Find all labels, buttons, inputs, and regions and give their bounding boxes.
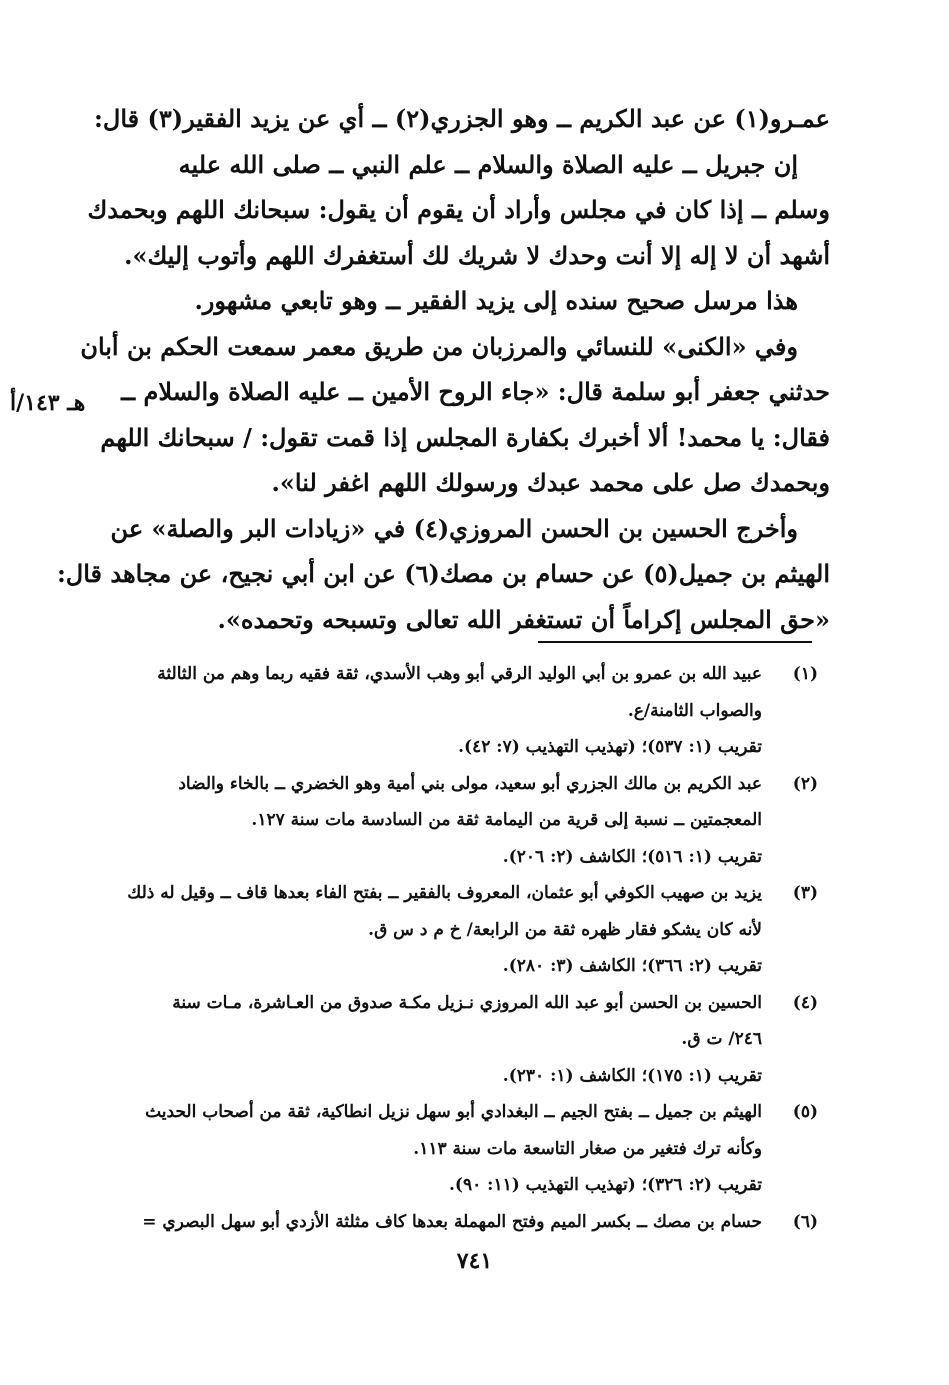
text-line: وسلم ــ إذا كان في مجلس وأراد أن يقوم أن يقول: سبحانك اللهم وبحمدك <box>87 195 830 224</box>
footnote <box>118 1094 818 1204</box>
footnote-reference <box>118 839 762 876</box>
footnote-reference <box>118 729 762 766</box>
footnotes-block <box>118 656 818 1240</box>
footnote-divider <box>538 641 812 643</box>
footnote-number: (٢) <box>792 773 818 794</box>
text-line: «حق المجلس إكراماً أن تستغفر الله تعالى وتسبحه وتحمده». <box>217 604 830 634</box>
footnote <box>118 656 818 766</box>
page-number: ٧٤١ <box>456 1248 493 1274</box>
footnote-line: عبد الكريم بن مالك الجزري أبو سعيد، مولى بني أمية وهو الخضري ــ بالخاء والضاد <box>178 773 762 794</box>
footnote-line: حسام بن مصك ــ بكسر الميم وفتح المهملة بعدها كاف مثلثة الأزدي أبو سهل البصري = <box>142 1211 762 1232</box>
footnote-line: ٢٤٦/ ت ق. <box>681 1029 762 1049</box>
footnote-line: وكأنه ترك فتغير من صغار التاسعة مات سنة ١١٣. <box>413 1138 762 1159</box>
footnote-reference-text: تقريب (١: ١٧٥)؛ الكاشف (١: ٢٣٠). <box>502 1065 762 1086</box>
text-line: هذا مرسل صحيح سنده إلى يزيد الفقير ــ وهو تابعي مشهور. <box>194 286 798 315</box>
footnote <box>118 985 818 1095</box>
footnote <box>118 1204 818 1241</box>
footnote-line: والصواب الثامنة/ع. <box>627 700 762 721</box>
manuscript-margin-note: هـ ١٤٣/أ <box>10 390 86 416</box>
footnote-reference <box>118 948 762 985</box>
footnote-number: (١) <box>792 664 818 684</box>
footnote-number: (٤) <box>792 992 818 1013</box>
footnote <box>118 766 818 876</box>
footnote-line: الحسين بن الحسن أبو عبد الله المروزي نـزيل مكـة صدوق من العـاشرة، مـات سنة <box>172 992 762 1013</box>
footnote-line: يزيد بن صهيب الكوفي أبو عثمان، المعروف بالفقير ــ بفتح الفاء بعدها قاف ــ وقيل له ذلك <box>127 883 762 903</box>
text-line: فقال: يا محمد! ألا أخبرك بكفارة المجلس إذا قمت تقول: / سبحانك اللهم <box>100 422 830 452</box>
footnote-reference-text: تقريب (٢: ٣٦٦)؛ الكاشف (٣: ٢٨٠). <box>502 956 762 976</box>
footnote-line: الهيثم بن جميل ــ بفتح الجيم ــ البغدادي أبو سهل نزيل انطاكية، ثقة من أصحاب الحديث <box>145 1102 762 1122</box>
text-line: وبحمدك صل على محمد عبدك ورسولك اللهم اغفر لنا». <box>271 468 830 497</box>
footnote-reference <box>118 1058 762 1095</box>
text-line: حدثني جعفر أبو سلمة قال: «جاء الروح الأمين ــ عليه الصلاة والسلام ــ <box>121 377 830 406</box>
footnote-reference-text: تقريب (١: ٥١٦)؛ الكاشف (٢: ٢٠٦). <box>502 846 762 867</box>
footnote-line: المعجمتين ــ نسبة إلى قرية من اليمامة ثقة من السادسة مات سنة ١٢٧. <box>251 810 762 830</box>
footnote-number: (٦) <box>792 1211 818 1232</box>
text-line: إن جبريل ــ عليه الصلاة والسلام ــ علم النبي ــ صلى الله عليه <box>178 149 798 179</box>
footnote-reference <box>118 1167 762 1204</box>
footnote-line: عبيد الله بن عمرو بن أبي الوليد الرقي أبو وهب الأسدي، ثقة فقيه ربما وهم من الثالثة <box>157 664 762 684</box>
footnote <box>118 875 818 985</box>
text-line: وفي «الكنى» للنسائي والمرزبان من طريق معمر سمعت الحكم بن أبان <box>80 331 798 361</box>
text-line: عمـرو(١) عن عبد الكريم ــ وهو الجزري(٢) ــ أي عن يزيد الفقير(٣) قال: <box>94 104 830 133</box>
footnote-number: (٥) <box>792 1102 818 1122</box>
main-text-block <box>56 96 830 642</box>
text-line: الهيثم بن جميل(٥) عن حسام بن مصك(٦) عن ابن أبي نجيح، عن مجاهد قال: <box>56 559 830 588</box>
footnote-reference-text: تقريب (٢: ٣٢٦)؛ (تهذيب التهذيب (١١: ٩٠). <box>449 1175 762 1195</box>
footnote-number: (٣) <box>792 883 818 903</box>
footnote-reference-text: تقريب (١: ٥٣٧)؛ (تهذيب التهذيب (٧: ٤٢). <box>458 737 762 757</box>
text-line: وأخرج الحسين بن الحسن المروزي(٤) في «زيادات البر والصلة» عن <box>110 513 798 543</box>
footnote-line: لأنه كان يشكو فقار ظهره ثقة من الرابعة/ خ م د س ق. <box>368 919 762 940</box>
text-line: أشهد أن لا إله إلا أنت وحدك لا شريك لك أستغفرك اللهم وأتوب إليك». <box>124 240 830 270</box>
